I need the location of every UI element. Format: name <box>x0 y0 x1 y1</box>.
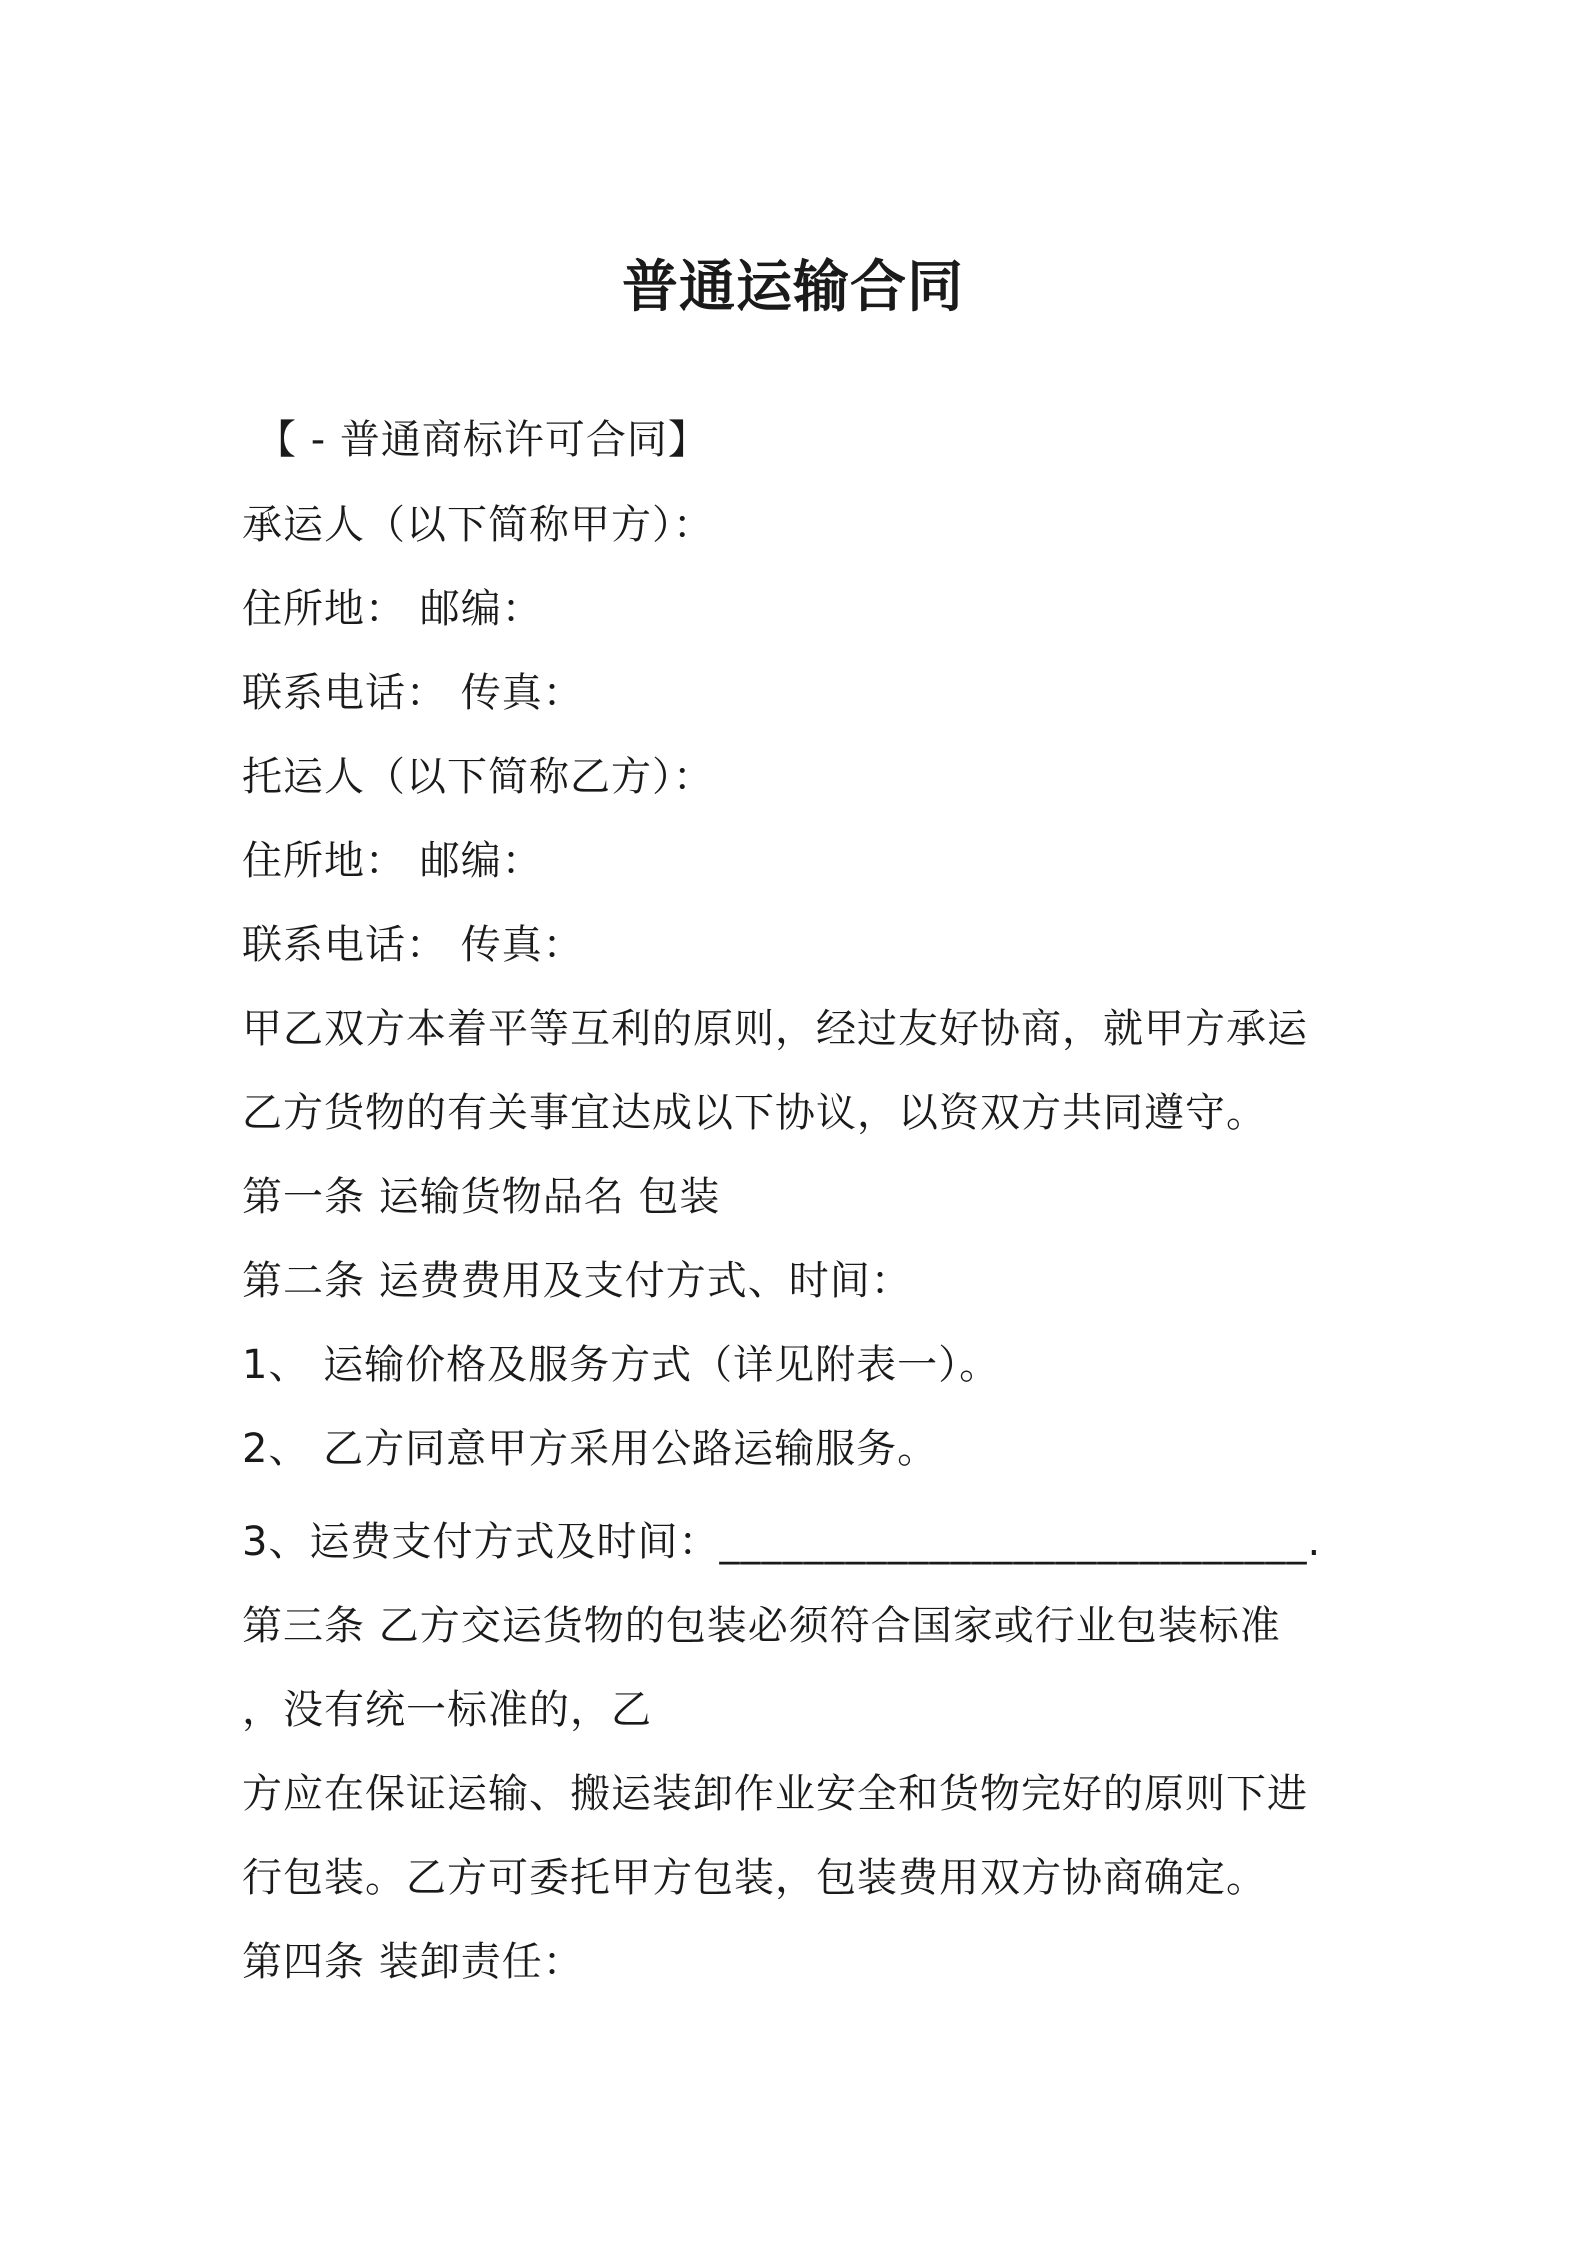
text-line: 托运人（以下简称乙方）： <box>242 754 714 800</box>
text-line: 住所地： 邮编： <box>242 586 543 632</box>
text-line: 甲乙双方本着平等互利的原则，经过友好协商，就甲方承运 <box>242 1006 1308 1052</box>
text-line: 方应在保证运输、搬运装卸作业安全和货物完好的原则下进 <box>242 1771 1308 1817</box>
text-line: 第四条 装卸责任： <box>242 1939 584 1985</box>
text-line: 联系电话： 传真： <box>242 670 584 716</box>
text-line: 行包装。乙方可委托甲方包装，包装费用双方协商确定。 <box>242 1855 1267 1901</box>
text-line: 3、运费支付方式及时间：____________________________. <box>242 1519 1322 1565</box>
subtitle-line: 【 - 普通商标许可合同】 <box>256 417 709 463</box>
text-line: 第一条 运输货物品名 包装 <box>242 1174 721 1220</box>
document-title: 普通运输合同 <box>622 255 964 320</box>
text-line: ，没有统一标准的，乙 <box>242 1687 652 1733</box>
text-line: 承运人（以下简称甲方）： <box>242 502 714 548</box>
text-line: 第三条 乙方交运货物的包装必须符合国家或行业包装标准 <box>242 1603 1281 1649</box>
text-line: 2、 乙方同意甲方采用公路运输服务。 <box>242 1426 939 1472</box>
text-line: 1、 运输价格及服务方式（详见附表一）。 <box>242 1342 1001 1388</box>
text-line: 联系电话： 传真： <box>242 922 584 968</box>
text-line: 住所地： 邮编： <box>242 838 543 884</box>
text-line: 乙方货物的有关事宜达成以下协议，以资双方共同遵守。 <box>242 1090 1267 1136</box>
text-line: 第二条 运费费用及支付方式、时间： <box>242 1258 912 1304</box>
